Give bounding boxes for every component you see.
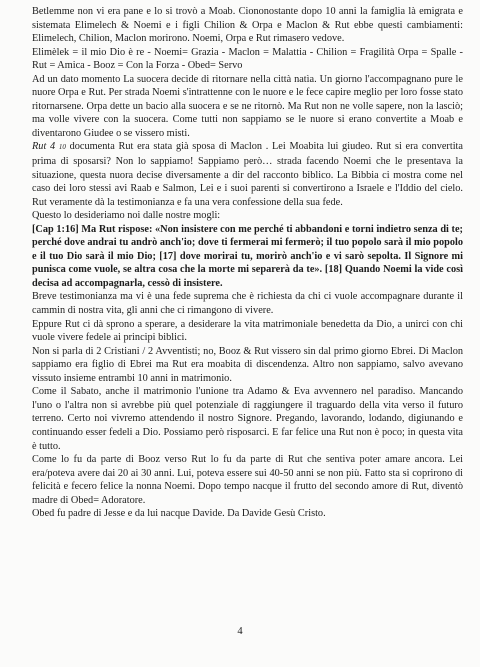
rut-paragraph-text: documenta Rut era stata già sposa di Maclon . Lei Moabita lui giudeo. Rut si era convertita prima di sposarsi? Non lo sappiamo! Sappiamo però… strada facendo Noemi che le presentava la situazione, questa nuora decise diversamente a dir del racconto biblico. La Bibbia ci mostra come nel caso dei loro stessi avi Raab e Salmon, Lei e i suoi parenti si convertirono a Israele e l'Iddio del cielo. Rut veramente dà la testimonianza e fa una vera confessione della sua fede. bbox=[32, 141, 463, 208]
paragraph-moab: Betlemme non vi era pane e lo si trovò a Moab. Ciononostante dopo 10 anni la famiglia là emigrata e sistemata Elimelech & Noemi e i figli Chilion & Orpa e Maclon & Rut ebbe questi cambiamenti: Elimelech, Chilion, Maclon morirono. Noemi, Orpa e Rut rimasero vedove. bbox=[32, 6, 463, 45]
paragraph-intro: Questo lo desideriamo noi dalle nostre mogli: bbox=[32, 210, 221, 222]
paragraph-hope: Eppure Rut ci dà sprono a sperare, a desiderare la vita matrimoniale benedetta da Dio, a unirci con chi vuole vivere fedele ai principi biblici. bbox=[32, 318, 463, 344]
paragraph-booz-rut: Come lo fu da parte di Booz verso Rut lo fu da parte di Rut che sentiva poter amare ancora. Lei era/poteva avere dai 20 ai 30 anni. Lui, poteva essere sui 40-50 anni se non più. Fatto sta si coprirono di felicità e fecero felice la nonna Noemi. Dopo tempo nacque il frutto del secondo amore di Rut, diventò madre di Obed= Adoratore. bbox=[32, 454, 463, 506]
paragraph-rut-4 bbox=[32, 140, 463, 209]
paragraph-testimony: Breve testimonianza ma vi è una fede suprema che è richiesta da chi ci vuole accompagnare durante il cammin di nostra vita, gli anni che ci rimangono di vivere. bbox=[32, 291, 463, 317]
bible-quote: [Cap 1:16] Ma Rut rispose: «Non insistere con me perché ti abbandoni e torni indietro senza di te; perché dove andrai tu andrò anch'io; dove ti fermerai mi fermerò; il tuo popolo sarà il mio popolo e il tuo Dio sarà il mio Dio; [17] dove morirai tu, morirò anch'io e vi sarò sepolta. Il Signore mi punisca come vuole, se altra cosa che la morte mi separerà da te». [18] Quando Noemi la vide così decisa ad accompagnarla, cessò di insistere. bbox=[32, 223, 463, 289]
paragraph-sabbath-marriage: Come il Sabato, anche il matrimonio l'unione tra Adamo & Eva avvennero nel paradiso. Mancando l'uno o l'altra non si avrebbe più quel potenziale di raggiungere il traguardo della vita verso il futuro terreno. Certo noi vivremo attendendo il nostro Signore. Pregando, lavorando, lodando, digiunando e continuando esser fedeli a Dio. Possiamo però risposarci. E far felice una Rut non è poco; in questa vita è tutto. bbox=[32, 386, 463, 452]
paragraph-hebrews: Non si parla di 2 Cristiani / 2 Avventisti; no, Booz & Rut vissero sin dal primo giorno Ebrei. Di Maclon sappiamo era figlio di Ebrei ma Rut era moabita di discendenza. Altro non sappiamo, salvo avevano vissuto insieme entrambi 10 anni in matrimonio. bbox=[32, 345, 463, 384]
paragraph-genealogy: Obed fu padre di Jesse e da lui nacque Davide. Da Davide Gesù Cristo. bbox=[32, 508, 326, 520]
paragraph-name-meanings: Elimèlek = il mio Dio è re - Noemi= Grazia - Maclon = Malattia - Chilion = Fragilità Orpa = Spalle - Rut = Amica - Booz = Con la Forza - Obed= Servo bbox=[32, 46, 463, 72]
page-number: 4 bbox=[237, 626, 243, 637]
rut-reference: Rut 4 bbox=[32, 141, 56, 153]
paragraph-return: Ad un dato momento La suocera decide di ritornare nella città natìa. Un giorno l'accompagnano pure le nuore Orpa e Rut. Per strada Noemi s'intrattenne con le nuore e le fece capire meglio per loro fosse stato ritornarsene. Orpa dette un bacio alla suocera e se ne ritornò. Ma Rut non ne volle sapere, non la lasciò; ma volle vivere con la suocera. Come tutti non sappiamo se le nuore si erano convertite a Moab e diventarono Giudee o se vissero misti. bbox=[32, 73, 463, 139]
rut-reference-number: 10 bbox=[58, 143, 66, 152]
